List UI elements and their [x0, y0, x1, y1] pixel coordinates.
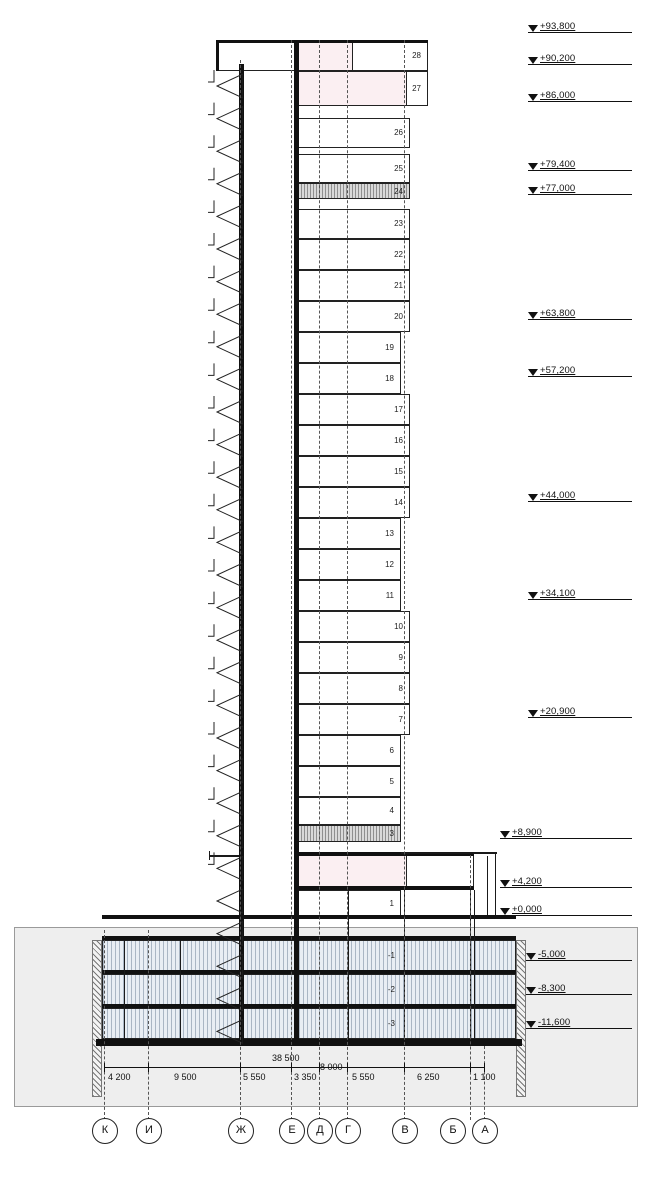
floor-plate [297, 456, 410, 487]
floor-number: -1 [387, 951, 395, 960]
dimension-segment: 6 250 [417, 1072, 440, 1082]
gridline-a [484, 1046, 485, 1120]
floor-number: 12 [385, 560, 394, 569]
floor-plate [297, 154, 410, 183]
podium-inner-edge [487, 856, 488, 916]
dimension-segment: 5 550 [243, 1072, 266, 1082]
floor-number: 5 [389, 777, 394, 786]
floor-plate [297, 270, 410, 301]
elevation-triangle-icon [526, 953, 536, 960]
dimension-secondary: 8 000 [320, 1062, 343, 1072]
elevation-marker: -5,000 [526, 948, 632, 962]
floor-plate-technical [297, 825, 401, 842]
elevation-marker: -11,600 [526, 1016, 632, 1030]
floor-number: 22 [394, 250, 403, 259]
elevation-marker: +86,000 [528, 89, 632, 103]
floor-plate [297, 890, 401, 917]
elevation-marker: +4,200 [500, 875, 632, 889]
floor-plate [297, 239, 410, 270]
floor-plate [297, 704, 410, 735]
floor-number: 14 [394, 498, 403, 507]
floor-plate [297, 118, 410, 148]
floor-plate [297, 611, 410, 642]
elevation-triangle-icon [528, 592, 538, 599]
floor-plate [297, 642, 410, 673]
elevation-triangle-icon [528, 312, 538, 319]
elevation-triangle-icon [526, 987, 536, 994]
floor-plate [297, 363, 401, 394]
basement-plate [102, 974, 516, 1005]
dimension-tick [291, 1063, 292, 1072]
basement-slab-3 [102, 1004, 516, 1008]
elevation-triangle-icon [528, 187, 538, 194]
gridline-d [319, 40, 320, 1120]
basement-slab-2 [102, 970, 516, 974]
elevation-marker: +63,800 [528, 307, 632, 321]
foundation-raft [96, 1039, 522, 1046]
elevation-marker: +8,900 [500, 826, 632, 840]
elevation-triangle-icon [528, 163, 538, 170]
elevation-marker: +90,200 [528, 52, 632, 66]
elevation-marker: +77,000 [528, 182, 632, 196]
gridline-g [347, 40, 348, 1120]
floor-number: 8 [398, 684, 403, 693]
dimension-tick [404, 1063, 405, 1072]
floor-number: 15 [394, 467, 403, 476]
floor-plate [297, 425, 410, 456]
elevation-triangle-icon [528, 57, 538, 64]
floor-number: 1 [389, 899, 394, 908]
gridline-b [470, 855, 471, 1120]
elevation-triangle-icon [526, 1021, 536, 1028]
floor-plate [297, 518, 401, 549]
core-wall-right [294, 40, 299, 1044]
basement-column [180, 940, 181, 1039]
dimension-segment: 9 500 [174, 1072, 197, 1082]
podium-roof-extension [401, 852, 497, 854]
floor-plate [297, 766, 401, 797]
basement-column [474, 890, 475, 1039]
elevation-triangle-icon [528, 369, 538, 376]
basement-slab-1 [102, 936, 516, 940]
dimension-segment: 1 100 [473, 1072, 496, 1082]
elevation-marker: +93,800 [528, 20, 632, 34]
floor-plate-technical [297, 183, 410, 199]
axis-bubble-v[interactable]: В [392, 1118, 418, 1144]
floor-number: 19 [385, 343, 394, 352]
dimension-tick [347, 1063, 348, 1072]
floor-plate [297, 332, 401, 363]
soil-hatch-right [516, 940, 526, 1097]
elevation-triangle-icon [500, 831, 510, 838]
floor-number: 21 [394, 281, 403, 290]
axis-bubble-g[interactable]: Г [335, 1118, 361, 1144]
floor-number: 16 [394, 436, 403, 445]
floor-number: 25 [394, 164, 403, 173]
floor-number: 13 [385, 529, 394, 538]
floor-number: 18 [385, 374, 394, 383]
floor-plate [297, 549, 401, 580]
gridline-k [104, 930, 105, 1120]
elevation-marker: +57,200 [528, 364, 632, 378]
gridline-e [291, 40, 292, 1120]
axis-bubble-e[interactable]: Е [279, 1118, 305, 1144]
basement-column [348, 890, 349, 1039]
elevation-triangle-icon [528, 710, 538, 717]
gridline-v [404, 40, 405, 1120]
elevation-triangle-icon [500, 880, 510, 887]
floor-plate [297, 735, 401, 766]
floor-plate [297, 487, 410, 518]
floor-number: 27 [412, 84, 421, 93]
floor-number: 24 [394, 187, 403, 196]
floor-number: -2 [387, 985, 395, 994]
floor-plate-highlight [297, 855, 407, 889]
dimension-overall: 38 500 [272, 1053, 300, 1063]
floor-number: 7 [398, 715, 403, 724]
dimension-tick [104, 1063, 105, 1072]
floor-number: 9 [398, 653, 403, 662]
elevation-triangle-icon [500, 908, 510, 915]
dimension-tick [484, 1063, 485, 1072]
dimension-line-overall [104, 1067, 484, 1068]
floor-number: 20 [394, 312, 403, 321]
basement-column [124, 940, 125, 1039]
dimension-tick [319, 1063, 320, 1072]
floor-number: 11 [385, 591, 394, 600]
axis-bubble-zh[interactable]: Ж [228, 1118, 254, 1144]
soil-hatch-left [92, 940, 102, 1097]
elevation-triangle-icon [528, 494, 538, 501]
axis-bubble-a[interactable]: А [472, 1118, 498, 1144]
elevation-marker: +20,900 [528, 705, 632, 719]
roof-parapet [216, 40, 428, 43]
floor-number: 17 [394, 405, 403, 414]
gridline-i [148, 930, 149, 1120]
dimension-tick [470, 1063, 471, 1072]
basement-plate [102, 1008, 516, 1039]
floor-number: 10 [394, 622, 403, 631]
axis-bubble-b[interactable]: Б [440, 1118, 466, 1144]
elevation-triangle-icon [528, 94, 538, 101]
floor-number: 4 [389, 806, 394, 815]
floor-number: 23 [394, 219, 403, 228]
elevation-triangle-icon [528, 25, 538, 32]
floor-plate [297, 301, 410, 332]
axis-bubble-d[interactable]: Д [307, 1118, 333, 1144]
basement-plate [102, 940, 516, 971]
floor-plate [297, 209, 410, 239]
elevation-marker: +79,400 [528, 158, 632, 172]
axis-bubble-i[interactable]: И [136, 1118, 162, 1144]
stair-flights [207, 60, 243, 1046]
dimension-segment: 4 200 [108, 1072, 131, 1082]
floor-number: 6 [389, 746, 394, 755]
dimension-segment: 5 550 [352, 1072, 375, 1082]
floor-number: 28 [412, 51, 421, 60]
dimension-tick [240, 1063, 241, 1072]
gridline-zh [240, 60, 241, 1120]
dimension-tick [148, 1063, 149, 1072]
podium-right-edge [495, 852, 496, 916]
dimension-segment: 3 350 [294, 1072, 317, 1082]
axis-bubble-k[interactable]: К [92, 1118, 118, 1144]
floor-number: -3 [387, 1019, 395, 1028]
floor-plate-highlight [297, 40, 353, 71]
floor-plate-highlight [297, 71, 407, 106]
elevation-marker: +44,000 [528, 489, 632, 503]
floor-number: 26 [394, 128, 403, 137]
elevation-marker: +34,100 [528, 587, 632, 601]
grade-slab [102, 915, 516, 919]
floor-plate [297, 394, 410, 425]
elevation-marker: -8,300 [526, 982, 632, 996]
floor-plate [297, 673, 410, 704]
elevation-marker: +0,000 [500, 903, 632, 917]
floor-number: 3 [389, 829, 394, 838]
floor-plate [297, 580, 401, 611]
floor-plate [297, 797, 401, 825]
